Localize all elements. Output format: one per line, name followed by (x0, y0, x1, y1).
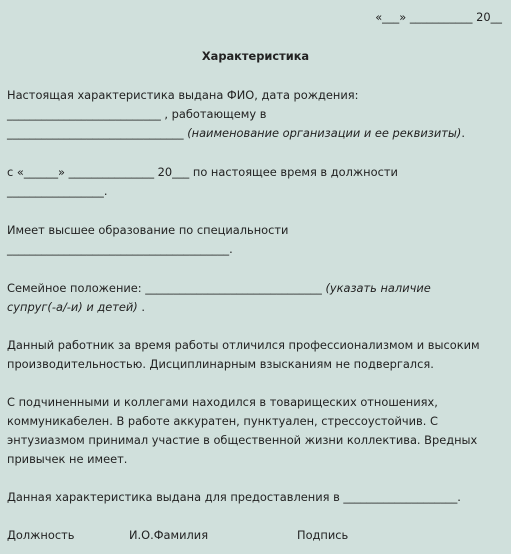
family-status-hint-cont: супруг(-а/-и) и детей) (7, 300, 138, 314)
paragraph-performance-line-1: Данный работник за время работы отличился профессионализмом и высоким (7, 338, 480, 352)
paragraph-issued-line-2: ___________________________ , работающему в (7, 107, 267, 121)
paragraph-relations-line-1: С подчиненными и коллегами находился в товарищеских отношениях, (7, 395, 438, 409)
date-line: «___» ___________ 20__ (375, 10, 502, 24)
family-status-hint: (указать наличие (325, 281, 431, 295)
document-title: Характеристика (201, 49, 310, 63)
paragraph-purpose-line-1: Данная характеристика выдана для предоставления в ____________________. (7, 490, 461, 504)
paragraph-family-line-2 (7, 300, 145, 314)
paragraph-relations-line-2: коммуникабелен. В работе аккуратен, пунктуален, стрессоустойчив. С (7, 414, 438, 428)
period-mark: . (137, 300, 146, 314)
paragraph-employment-line-1: с «______» _______________ 20___ по настоящее время в должности (7, 165, 398, 179)
organization-blank: _______________________________ (7, 126, 188, 140)
paragraph-education-line-2: _______________________________________. (7, 242, 233, 256)
organization-hint: (наименование организации и ее реквизиты) (187, 126, 462, 140)
paragraph-performance-line-2: производительностью. Дисциплинарным взысканиям не подвергался. (7, 357, 434, 371)
paragraph-relations-line-3: энтузиазмом принимал участие в общественной жизни коллектива. Вредных (7, 433, 478, 447)
paragraph-relations-line-4: привычек не имеет. (7, 452, 128, 466)
paragraph-family-line-1 (7, 281, 431, 295)
signature-name: И.О.Фамилия (129, 528, 209, 542)
signature-sign: Подпись (297, 528, 349, 542)
paragraph-issued-line-1: Настоящая характеристика выдана ФИО, дата рождения: (7, 88, 359, 102)
period-mark: . (461, 126, 465, 140)
paragraph-issued-line-3 (7, 126, 465, 140)
signature-position: Должность (7, 528, 75, 542)
paragraph-education-line-1: Имеет высшее образование по специальности (7, 223, 289, 237)
paragraph-employment-line-2: _________________. (7, 184, 108, 198)
family-status-text: Семейное положение: _______________________________ (7, 281, 326, 295)
